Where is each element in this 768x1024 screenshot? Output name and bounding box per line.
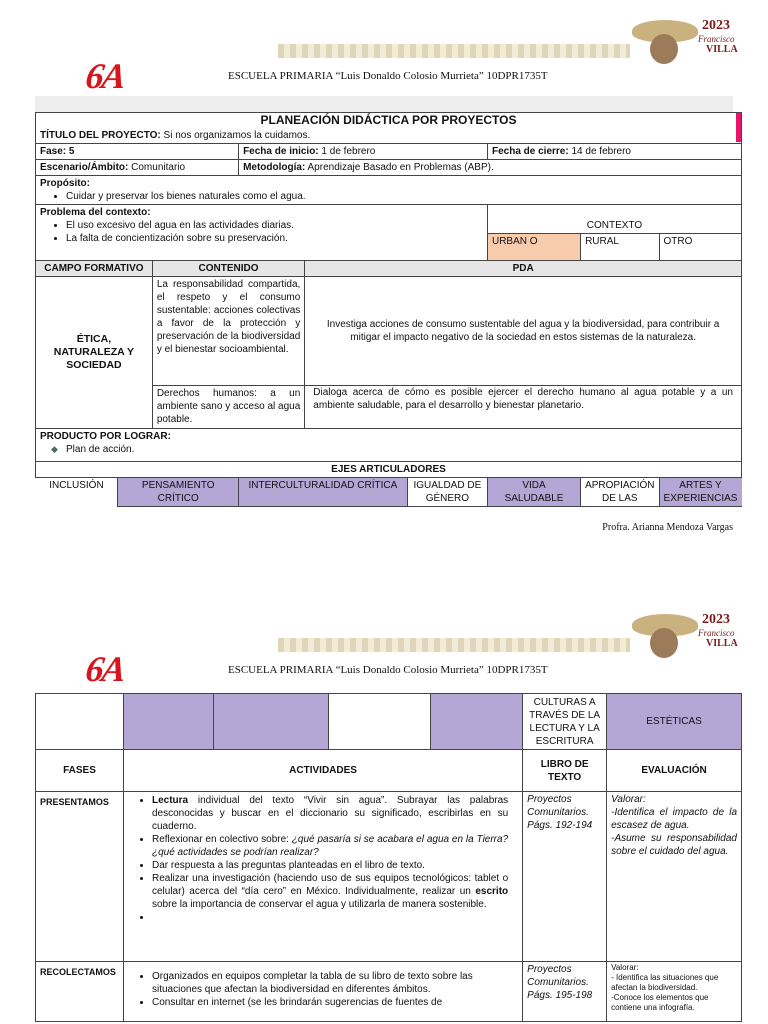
col-evaluacion: EVALUACIÓN xyxy=(607,750,742,792)
school-name: ESCUELA PRIMARIA “Luis Donaldo Colosio Murrieta” 10DPR1735T xyxy=(228,70,548,82)
francisco-villa-seal: 2023 Francisco VILLA xyxy=(628,14,746,76)
pda-1: Investiga acciones de consumo sustentable del agua y la biodiversidad, para contribuir a mitigar el impacto negativo de la sociedad en estos sistemas de la naturaleza. xyxy=(305,277,742,386)
pda-2: Dialoga acerca de cómo es posible ejercer el derecho humano al agua potable y a un ambiente saludable, para el desarrollo y bienestar planetario. xyxy=(305,386,742,429)
phase-presentamos: PRESENTAMOS xyxy=(36,792,124,962)
decorative-banner xyxy=(278,638,630,652)
eje-artes: ARTES Y EXPERIENCIAS xyxy=(659,478,741,507)
activity-item: • Dar respuesta a las preguntas planteadas en el libro de texto. xyxy=(152,859,508,872)
recolectamos-activities xyxy=(123,962,522,1022)
purpose-item: • Cuidar y preservar los bienes naturales como el agua. xyxy=(66,190,737,203)
francisco-villa-seal: 2023 Francisco VILLA xyxy=(628,608,746,670)
activity-item: • Organizados en equipos completar la tabla de su libro de texto sobre las situaciones que afectan la biodiversidad en diferentes ámbitos. xyxy=(152,970,508,996)
col-actividades: ACTIVIDADES xyxy=(123,750,522,792)
phase-cell: Fase: 5 xyxy=(36,144,239,160)
eje-apropiacion: APROPIACIÓN DE LAS xyxy=(581,478,659,507)
col-pda: PDA xyxy=(305,261,742,277)
contenido-2: Derechos humanos: a un ambiente sano y acceso al agua potable. xyxy=(152,386,304,429)
eje-igualdad-genero: IGUALDAD DE GÉNERO xyxy=(407,478,487,507)
product-item: ◆ Plan de acción. xyxy=(66,443,737,456)
campo-formativo-value: ÉTICA, NATURALEZA Y SOCIEDAD xyxy=(36,277,153,429)
context-other: OTRO xyxy=(659,234,741,261)
activity-item: • Reflexionar en colectivo sobre: ¿qué pasaría si se acabara el agua en la Tierra? ¿qué actividades se podrían realizar? xyxy=(152,833,508,859)
col-contenido: CONTENIDO xyxy=(152,261,304,277)
activity-item: • Consultar en internet (se les brindarán sugerencias de fuentes de xyxy=(152,996,508,1009)
school-name: ESCUELA PRIMARIA “Luis Donaldo Colosio Murrieta” 10DPR1735T xyxy=(228,664,548,676)
eje-culturas: CULTURAS A TRAVÉS DE LA LECTURA Y LA ESCRITURA xyxy=(523,694,607,750)
context-label: CONTEXTO xyxy=(487,205,741,234)
eje-interculturalidad: INTERCULTURALIDAD CRÍTICA xyxy=(239,478,408,507)
recolectamos-eval: Valorar: - Identifica las situaciones que afectan la biodiversidad. -Conoce los elementos que contiene una infografía. xyxy=(607,962,742,1022)
purpose-cell: Propósito: • Cuidar y preservar los bienes naturales como el agua. xyxy=(36,176,742,205)
problem-cell: Problema del contexto: • El uso excesivo del agua en las actividades diarias. • La falta de concientización sobre su preservación. xyxy=(36,205,488,261)
activity-item: • Lectura individual del texto “Vivir sin agua”. Subrayar las palabras desconocidas y buscar en el diccionario su significado, escribirlas en su cuaderno. xyxy=(152,794,508,833)
eje-cell-lavender xyxy=(123,694,213,750)
recolectamos-book: Proyectos Comunitarios. Págs. 195-198 xyxy=(523,962,607,1022)
col-fases: FASES xyxy=(36,750,124,792)
eje-cell-lavender xyxy=(213,694,328,750)
phase-recolectamos: RECOLECTAMOS xyxy=(36,962,124,1022)
context-rural: RURAL xyxy=(581,234,659,261)
teacher-signature: Profra. Arianna Mendoza Vargas xyxy=(602,522,733,533)
portrait-icon xyxy=(650,34,678,64)
ejes-title: EJES ARTICULADORES xyxy=(36,462,742,478)
school-logo: 6A xyxy=(83,56,127,96)
product-cell: PRODUCTO POR LOGRAR: ◆ Plan de acción. xyxy=(36,429,742,462)
presentamos-book: Proyectos Comunitarios. Págs. 192-194 xyxy=(523,792,607,962)
methodology-cell: Metodología: Aprendizaje Basado en Problemas (ABP). xyxy=(239,160,742,176)
eje-pensamiento-critico: PENSAMIENTO CRÍTICO xyxy=(118,478,239,507)
context-urban: URBAN O xyxy=(487,234,580,261)
project-title-row: TÍTULO DEL PROYECTO: Si nos organizamos la cuidamos. xyxy=(36,128,742,144)
end-date-cell: Fecha de cierre: 14 de febrero xyxy=(487,144,741,160)
blank-cell xyxy=(328,694,431,750)
presentamos-eval: Valorar: -Identifica el impacto de la escasez de agua. -Asume su responsabilidad sobre el cuidado del agua. xyxy=(607,792,742,962)
eje-cell-lavender xyxy=(431,694,523,750)
header-shade xyxy=(35,96,733,112)
start-date-cell: Fecha de inicio: 1 de febrero xyxy=(239,144,488,160)
decorative-banner xyxy=(278,44,630,58)
problem-item: • El uso excesivo del agua en las actividades diarias. xyxy=(66,219,483,232)
eje-vida-saludable: VIDA SALUDABLE xyxy=(487,478,580,507)
contenido-1: La responsabilidad compartida, el respeto y el consumo sustentable: acciones colectivas a favor de la protección y preservación de la biodiversidad y el bienestar socioambiental. xyxy=(152,277,304,386)
scenario-cell: Escenario/Ámbito: Comunitario xyxy=(36,160,239,176)
eje-inclusion: INCLUSIÓN xyxy=(36,478,118,507)
problem-item: • La falta de concientización sobre su preservación. xyxy=(66,232,483,245)
col-campo-formativo: CAMPO FORMATIVO xyxy=(36,261,153,277)
page-2 xyxy=(0,580,768,1024)
presentamos-activities xyxy=(123,792,522,962)
blank-cell xyxy=(36,694,124,750)
planning-title: PLANEACIÓN DIDÁCTICA POR PROYECTOS xyxy=(36,113,742,129)
activity-item: • Realizar una investigación (haciendo uso de sus equipos tecnológicos: tablet o celular) acerca del “día cero” en México. Individualmente, realizar un escrito sobre la importancia de conservar el agua y utilizarla de manera sostenible. xyxy=(152,872,508,911)
col-libro: LIBRO DE TEXTO xyxy=(523,750,607,792)
school-logo: 6A xyxy=(83,649,127,689)
portrait-icon xyxy=(650,628,678,658)
activities-table xyxy=(35,693,742,1022)
planning-table xyxy=(35,112,742,507)
eje-esteticas: ESTÉTICAS xyxy=(607,694,742,750)
activity-item xyxy=(152,911,508,924)
